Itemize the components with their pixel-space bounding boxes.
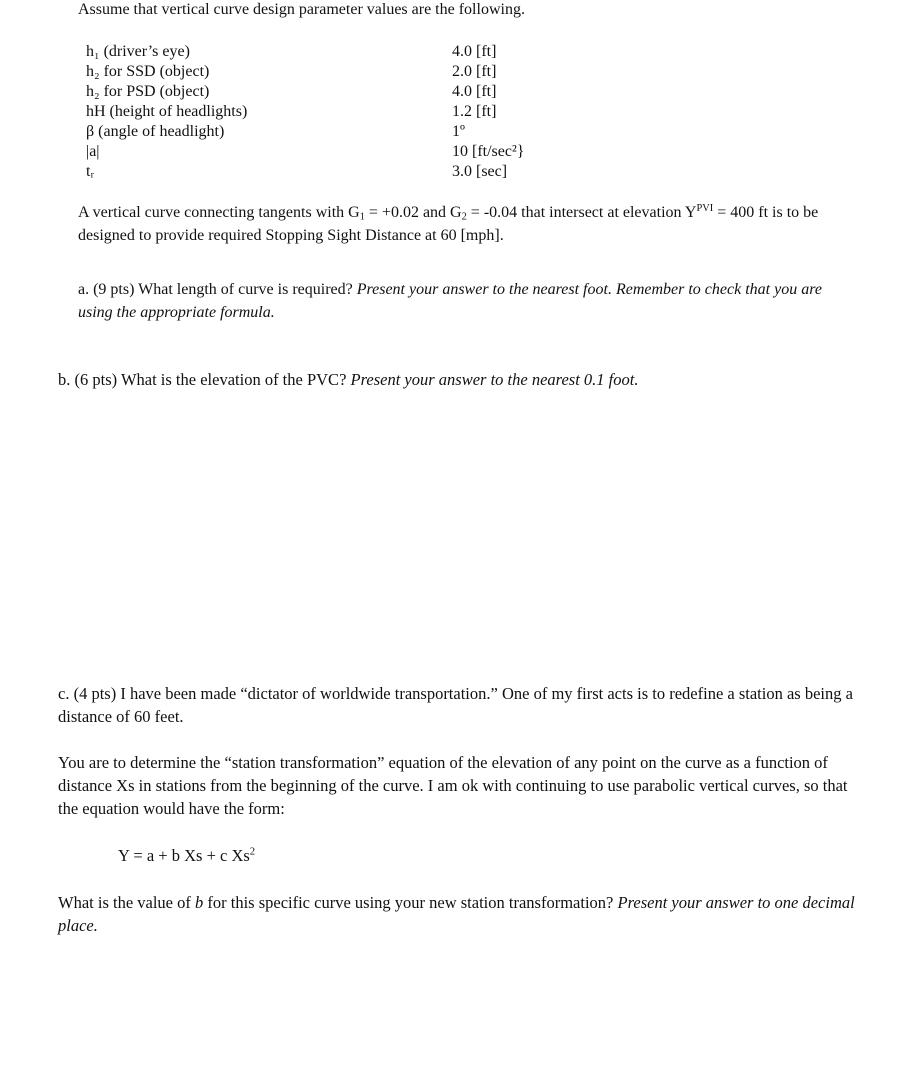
problem-text: = 400 ft is to be designed to provide required Stopping Sight Distance at 60 [mph].	[78, 204, 819, 244]
question-c-ask-text: What is the value of	[58, 893, 195, 912]
parameter-value: 1.2 [ft]	[452, 103, 497, 120]
question-c-ask-text: for this specific curve using your new station transformation?	[203, 893, 618, 912]
problem-text: = -0.04 that intersect at elevation Y	[466, 204, 697, 221]
parameter-row	[86, 62, 586, 82]
parameter-row	[86, 102, 586, 122]
question-b-lead: b. (6 pts) What is the elevation of the PVC?	[58, 370, 351, 389]
question-c-description: You are to determine the “station transformation” equation of the elevation of any point on the curve as a function of distance Xs in stations from the beginning of the curve. I am ok with continuing to use parabolic vertical curves, so that the equation would have the form:	[58, 753, 848, 818]
parameter-label: tᵣ	[86, 163, 95, 180]
problem-text: A vertical curve connecting tangents with G	[78, 204, 360, 221]
parameter-table	[86, 42, 586, 182]
question-b	[58, 368, 858, 391]
parameter-value: 1º	[452, 123, 465, 140]
parameter-label: h₁ (driver’s eye)	[86, 43, 190, 60]
parameter-row	[86, 122, 586, 142]
equation-superscript: 2	[249, 845, 256, 858]
parameter-value: 2.0 [ft]	[452, 63, 497, 80]
parameter-label: h₂ for SSD (object)	[86, 63, 210, 80]
parameter-row	[86, 82, 586, 102]
parameter-value: 3.0 [sec]	[452, 163, 508, 180]
parameter-row	[86, 42, 586, 62]
parameter-label: β (angle of headlight)	[86, 123, 225, 140]
question-c-instruction: Present your answer to one decimal place.	[58, 893, 855, 935]
question-c-intro: c. (4 pts) I have been made “dictator of worldwide transportation.” One of my first acts is to redefine a station as being a distance of 60 feet.	[58, 684, 853, 726]
question-c-ask	[58, 891, 858, 937]
equation-text: Y = a + b Xs + c Xs	[118, 846, 250, 865]
intro-text: Assume that vertical curve design parameter values are the following.	[78, 1, 525, 18]
question-a-lead: a. (9 pts) What length of curve is required?	[78, 281, 357, 298]
problem-statement	[78, 201, 838, 247]
question-a-instruction: Present your answer to the nearest foot. Remember to check that you are using the appropriate formula.	[78, 281, 822, 321]
g1-subscript: 1	[359, 211, 365, 223]
parameter-row	[86, 162, 586, 182]
equation	[118, 845, 255, 866]
g2-subscript: 2	[461, 211, 467, 223]
parameter-value: 10 [ft/sec²}	[452, 143, 525, 160]
parameter-row	[86, 142, 586, 162]
parameter-label: h₂ for PSD (object)	[86, 83, 210, 100]
parameter-value: 4.0 [ft]	[452, 83, 497, 100]
pvi-superscript: PVI	[696, 202, 714, 214]
question-b-instruction: Present your answer to the nearest 0.1 foot.	[350, 370, 639, 389]
variable-b: b	[195, 893, 204, 912]
parameter-label: hH (height of headlights)	[86, 103, 248, 120]
question-a	[78, 278, 838, 324]
parameter-value: 4.0 [ft]	[452, 43, 497, 60]
parameter-label: |a|	[86, 143, 100, 160]
problem-text: = +0.02 and G	[364, 204, 462, 221]
